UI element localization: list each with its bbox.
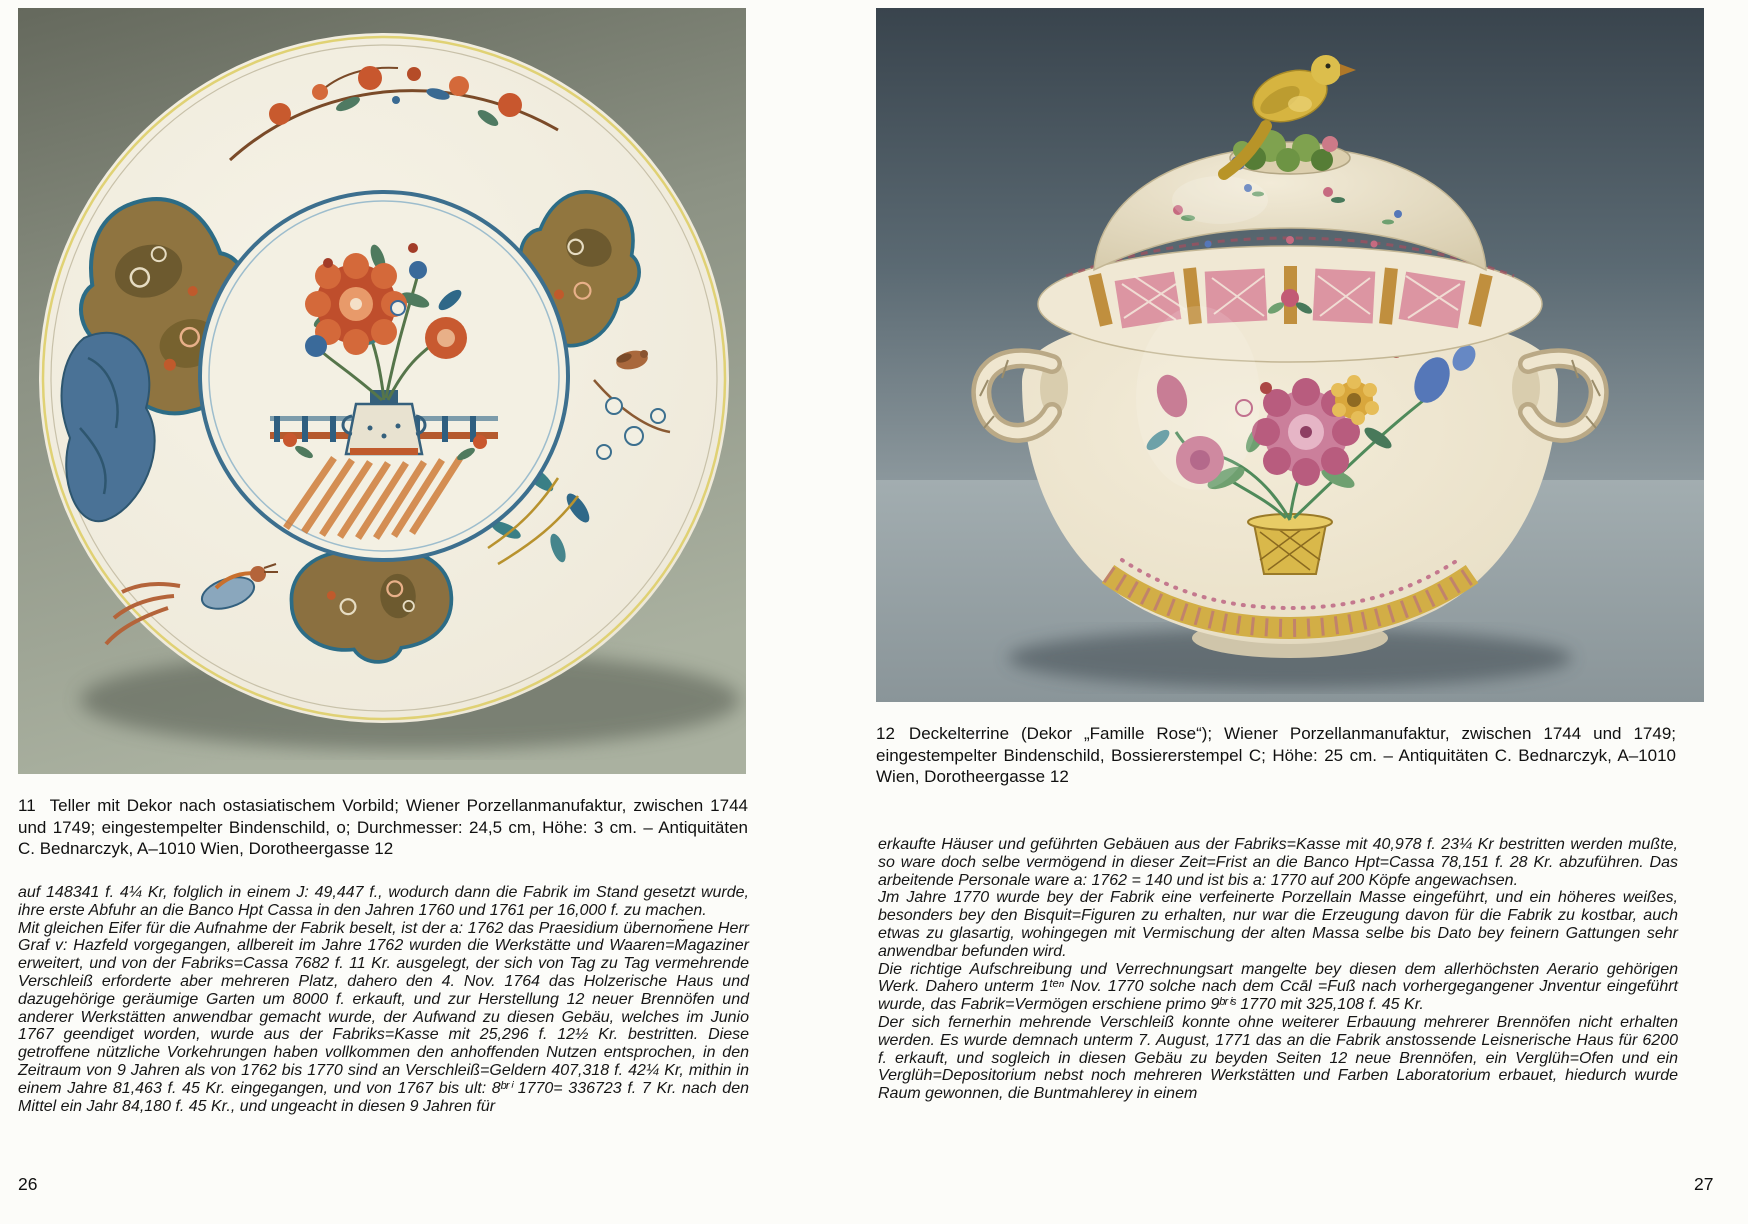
body-text-right — [878, 836, 1678, 1103]
caption-text: Deckelterrine (Dekor „Famille Rose“); Wiener Porzellanmanufaktur, zwischen 1744 und 1749; eingestempelter Bindenschild, Bossiererstempel C; Höhe: 25 cm. – Antiquitäten C. Bednarczyk, A–1010 Wien, Dorotheergasse 12 — [876, 724, 1676, 786]
body-highlight — [1136, 306, 1260, 490]
center-medallion — [200, 192, 568, 560]
paragraph: Die richtige Aufschreibung und Verrechnungsart mangelte bey diesen dem allerhöchsten Aerario gehörigen Werk. Dahero unterm 1ᵗᵉⁿ Nov. 1770 solche nach dem Ccāl =Fuß nach vorhergegangener Jnventur eingeführt wurde, das Fabrik=Vermögen erschiene primo 9ᵇʳⁱˢ 1770 mit 325,108 f. 45 Kr. — [878, 960, 1678, 1014]
page-number-left: 26 — [18, 1174, 38, 1194]
tureen-photo — [876, 8, 1704, 702]
caption-number: 12 — [876, 724, 895, 743]
body-text-left — [18, 884, 749, 1115]
plate-illustration — [18, 8, 746, 774]
paragraph: auf 148341 f. 4¼ Kr, folglich in einem J: 49,447 f., wodurch dann die Fabrik im Stand gesetzt wurde, ihre erste Abfuhr an die Banco Hpt Cassa in den Jahren 1760 und 1761 per 16,000 f. zu machen. — [18, 884, 749, 919]
caption-text: Teller mit Dekor nach ostasiatischem Vorbild; Wiener Porzellanmanufaktur, zwischen 1744 und 1749; eingestempelter Bindenschild, o; Durchmesser: 24,5 cm, Höhe: 3 cm. – Antiquitäten C. Bednarczyk, A–1010 Wien, Dorotheergasse 12 — [18, 796, 748, 858]
caption-tureen — [876, 723, 1676, 788]
paragraph: erkaufte Häuser und geführten Gebäuen aus der Fabriks=Kasse mit 40,978 f. 23¼ Kr bestritten werden mußte, so ware doch selbe vermögend in dieser Zeit=Frist an die Banco Hpt=Cassa 78,151 f. 28 Kr. abzuführen. Das arbeitende Personale ware a: 1762 = 140 und ist bis a: 1770 auf 200 Köpfe angewachsen. — [878, 836, 1678, 889]
page-number-right: 27 — [1694, 1174, 1714, 1194]
paragraph: Mit gleichen Eifer für die Aufnahme der Fabrik beselt, ist der a: 1762 das Praesidium übernom̃ene Herr Graf v: Hazfeld vorgegangen, allbereit im Jahre 1762 wurden die Werkstätte und Waaren=Magaziner erweitert, und von der Fabriks=Cassa 7682 f. 11 Kr. ausgelegt, der sich von Tag zu Tag vermehrende Verschleiß erforderte aber mehreren Platz, dahero den 4. Nov. 1764 das Holzerische Haus und dazugehörige geräumige Garten um 8000 f. erkauft, und zur Herstellung 12 neuer Brennöfen und anderer Werkstätten anwendbar gemacht wurde, der Aufwand zu diesen Gebäu, welches im Junio 1767 geendiget worden, wurde aus der Fabriks=Kasse mit 25,296 f. 12½ Kr. bestritten. Diese getroffene nützliche Vorkehrungen haben vollkommen den anhoffenden Nutzen entsprochen, in den Zeitraum von 9 Jahren als von 1762 bis 1770 sind an Verschleiß=Geldern 407,318 f. 42¼ Kr, mithin in einem Jahre 81,463 f. 45 Kr. eingegangen, und von 1767 bis ult: 8ᵇʳⁱ 1770= 336723 f. 7 Kr. nach den Mittel ein Jahr 84,180 f. 45 Kr., und ungeacht in diesen 9 Jahren für — [18, 919, 749, 1115]
tureen-illustration — [876, 8, 1704, 702]
plate-photo — [18, 8, 746, 774]
paragraph: Jm Jahre 1770 wurde bey der Fabrik eine verfeinerte Porzellain Masse eingeführt, und ein höheres weißes, besonders bey den Bisquit=Figuren zu erhalten, nur war die Erzeugung davon für die Fabrik zu kostbar, auch etwas zu glasartig, wohingegen mit Vermischung der alten Massa selbe bis Dato bey feinern Gattungen sehr anwendbar befunden wird. — [878, 889, 1678, 960]
caption-plate — [18, 795, 748, 860]
paragraph: Der sich fernerhin mehrende Verschleiß konnte ohne weiterer Erbauung mehrerer Brennöfen nicht erhalten werden. Es wurde demnach unterm 7. August, 1771 das an die Fabrik anstossende Leisnerische Haus für 6200 f. erkauft, und sogleich in diesen Gebäu zu beyden Seiten 12 neue Brennöfen, ein Verglüh=Ofen und ein Verglüh=Depositorium nebst noch mehreren Werkstätten und Farben Laboratorium erbauet, hiedurch wurde Raum gewonnen, die Buntmahlerey in einem — [878, 1013, 1678, 1103]
imari-plate — [39, 33, 729, 723]
caption-number: 11 — [18, 796, 36, 815]
